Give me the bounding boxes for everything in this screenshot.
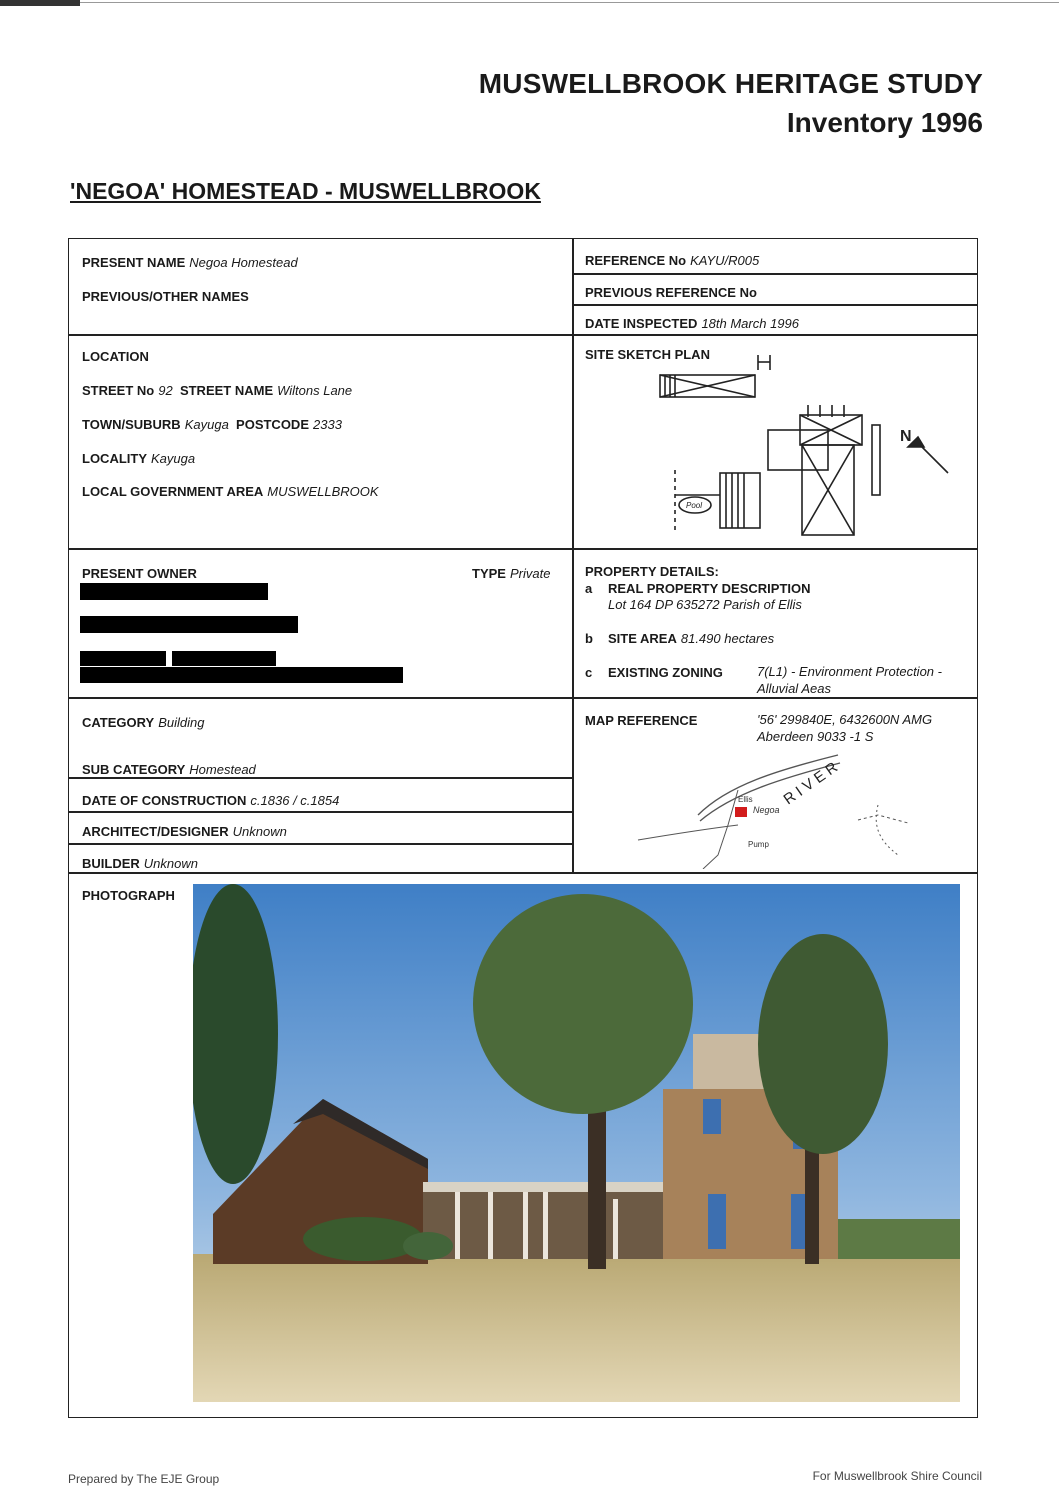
date-inspected-field: DATE INSPECTED 18th March 1996 <box>585 316 800 331</box>
redacted-owner-line <box>80 667 403 683</box>
row-divider <box>68 872 978 874</box>
category-field: CATEGORY Building <box>82 715 205 730</box>
footer-prepared-by: Prepared by The EJE Group <box>68 1472 220 1486</box>
previous-reference-label: PREVIOUS REFERENCE No <box>585 285 757 300</box>
property-details-heading: PROPERTY DETAILS: <box>585 564 719 579</box>
present-name-field: PRESENT NAME Negoa Homestead <box>82 255 298 270</box>
category-value: Building <box>158 715 205 730</box>
inventory-title: Inventory 1996 <box>786 107 983 138</box>
present-name-value: Negoa Homestead <box>189 255 298 270</box>
row-divider <box>68 548 978 550</box>
real-property-label: REAL PROPERTY DESCRIPTION <box>608 581 811 596</box>
location-map <box>578 745 974 869</box>
existing-zoning-label: EXISTING ZONING <box>608 665 723 680</box>
present-owner-label: PRESENT OWNER <box>82 566 197 581</box>
reference-field: REFERENCE No KAYU/R005 <box>585 253 760 268</box>
architect-value: Unknown <box>232 824 287 839</box>
row-divider <box>68 697 978 699</box>
location-heading: LOCATION <box>82 349 149 364</box>
map-negoa-label: Negoa <box>753 805 780 815</box>
sub-category-field: SUB CATEGORY Homestead <box>82 762 256 777</box>
map-river-label: RIVER <box>780 756 845 809</box>
street-field: STREET No 92 STREET NAME Wiltons Lane <box>82 383 353 398</box>
pool-label: Pool <box>686 501 703 510</box>
previous-names-label: PREVIOUS/OTHER NAMES <box>82 289 249 304</box>
existing-zoning-value-cont: Alluvial Aeas <box>757 681 831 696</box>
property-b-letter: b <box>585 631 593 646</box>
study-title: MUSWELLBROOK HERITAGE STUDY <box>478 68 983 99</box>
map-ellis-label: Ellis <box>738 795 753 804</box>
redacted-owner-name <box>80 583 268 600</box>
property-c-letter: c <box>585 665 593 680</box>
date-of-construction-field: DATE OF CONSTRUCTION c.1836 / c.1854 <box>82 793 340 808</box>
street-no-value: 92 <box>158 383 173 398</box>
locality-value: Kayuga <box>151 451 196 466</box>
map-reference-label: MAP REFERENCE <box>585 713 698 728</box>
row-divider <box>68 334 978 336</box>
suburb-value: Kayuga <box>184 417 229 432</box>
redacted-owner-line <box>80 651 166 666</box>
footer-council: For Muswellbrook Shire Council <box>812 1469 982 1483</box>
map-pump-label: Pump <box>748 840 769 849</box>
map-reference-value: '56' 299840E, 6432600N AMG <box>757 712 933 727</box>
scan-edge-mark <box>0 0 80 6</box>
redacted-owner-address <box>80 616 298 633</box>
owner-type-field: TYPE Private <box>472 566 551 581</box>
lga-field: LOCAL GOVERNMENT AREA MUSWELLBROOK <box>82 484 379 499</box>
row-divider <box>572 304 978 306</box>
builder-field: BUILDER Unknown <box>82 856 198 871</box>
site-area-value: 81.490 hectares <box>680 631 775 646</box>
row-divider <box>572 273 978 275</box>
photograph-label: PHOTOGRAPH <box>82 888 175 903</box>
existing-zoning-value: 7(L1) - Environment Protection - <box>757 664 942 679</box>
street-name-value: Wiltons Lane <box>277 383 353 398</box>
postcode-value: 2333 <box>313 417 342 432</box>
row-divider <box>68 843 572 845</box>
date-inspected-value: 18th March 1996 <box>701 316 800 331</box>
architect-field: ARCHITECT/DESIGNER Unknown <box>82 824 287 839</box>
map-sheet-value: Aberdeen 9033 -1 S <box>757 729 874 744</box>
site-area-field: SITE AREA 81.490 hectares <box>608 631 775 646</box>
site-sketch-label: SITE SKETCH PLAN <box>585 347 710 362</box>
site-sketch-drawing <box>640 345 960 545</box>
builder-value: Unknown <box>143 856 198 871</box>
homestead-photograph <box>193 884 960 1402</box>
redacted-owner-line <box>172 651 276 666</box>
north-label: N <box>900 428 912 445</box>
sub-category-value: Homestead <box>189 762 256 777</box>
date-of-construction-value: c.1836 / c.1854 <box>250 793 340 808</box>
real-property-value: Lot 164 DP 635272 Parish of Ellis <box>608 597 802 612</box>
lga-value: MUSWELLBROOK <box>267 484 379 499</box>
owner-type-value: Private <box>509 566 551 581</box>
suburb-field: TOWN/SUBURB Kayuga POSTCODE 2333 <box>82 417 342 432</box>
negoa-marker <box>735 807 747 817</box>
locality-field: LOCALITY Kayuga <box>82 451 196 466</box>
page-title: 'NEGOA' HOMESTEAD - MUSWELLBROOK <box>70 178 541 204</box>
property-a-letter: a <box>585 581 593 596</box>
scan-edge-line <box>80 2 1059 3</box>
reference-value: KAYU/R005 <box>690 253 760 268</box>
row-divider <box>68 811 572 813</box>
row-divider <box>68 777 572 779</box>
